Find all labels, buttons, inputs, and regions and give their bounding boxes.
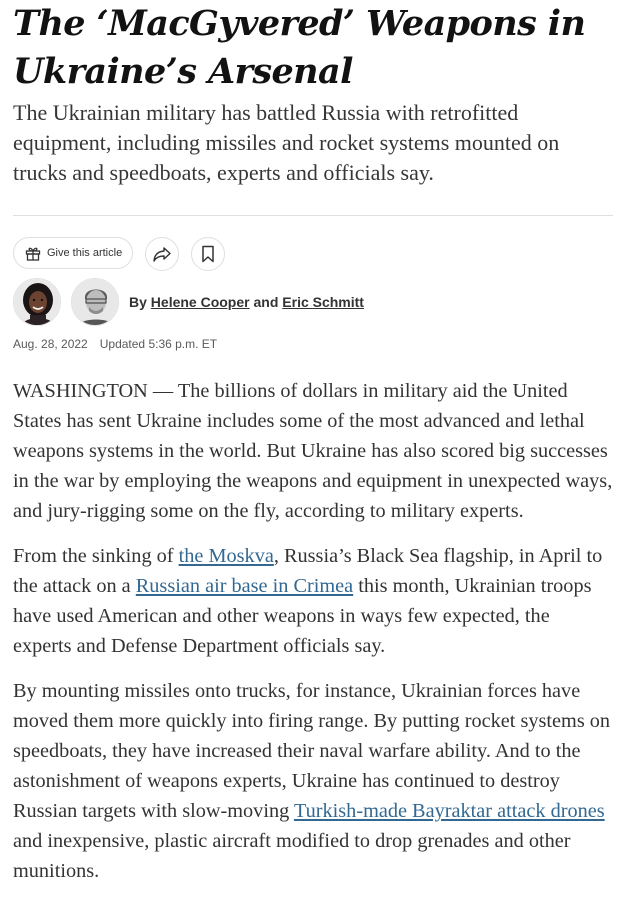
- link-bayraktar-drones[interactable]: Turkish-made Bayraktar attack drones: [293, 800, 605, 822]
- byline-conjunction: and: [253, 294, 279, 310]
- link-moskva[interactable]: the Moskva: [178, 545, 274, 567]
- headline: [13, 0, 613, 96]
- byline-row: [13, 276, 364, 328]
- headline-line-2: Ukraine’s Arsenal: [13, 51, 353, 92]
- headline-line-1: The ‘MacGyvered’ Weapons in: [13, 3, 586, 44]
- p3-text-b: and inexpensive, plastic aircraft modified to drop grenades and other munitions.: [13, 830, 571, 882]
- paragraph-2: [13, 541, 613, 661]
- author-avatar-helene-cooper[interactable]: [13, 278, 61, 326]
- share-icon: [152, 245, 172, 263]
- article-toolbar: [13, 237, 225, 271]
- updated-time: Updated 5:36 p.m. ET: [99, 337, 218, 351]
- article-summary: The Ukrainian military has battled Russia with retrofitted equipment, including missiles and rocket systems mounted on trucks and speedboats, experts and officials say.: [13, 100, 560, 185]
- published-date: Aug. 28, 2022: [13, 337, 88, 351]
- divider: [13, 215, 613, 216]
- link-russian-air-base[interactable]: Russian air base in Crimea: [135, 575, 354, 597]
- give-article-label: Give this article: [47, 247, 123, 259]
- byline: [129, 294, 364, 310]
- byline-prefix: By: [129, 294, 147, 310]
- bookmark-button[interactable]: [191, 237, 225, 271]
- p2-text-c: this month, Ukrainian troops have used American and other weapons in ways few expected, the experts and Defense Department officials say.: [13, 575, 592, 657]
- bookmark-icon: [201, 245, 215, 263]
- paragraph-3: [13, 676, 613, 886]
- share-button[interactable]: [145, 237, 179, 271]
- author-link-eric-schmitt[interactable]: Eric Schmitt: [282, 294, 364, 310]
- author-link-helene-cooper[interactable]: Helene Cooper: [150, 294, 250, 310]
- article-body: [13, 376, 613, 901]
- p3-text-a: By mounting missiles onto trucks, for instance, Ukrainian forces have moved them more quickly into firing range. By putting rocket systems on speedboats, they have increased their naval warfare ability. And to the astonishment of weapons experts, Ukraine has continued to destroy Russian targets with slow-moving: [13, 680, 611, 822]
- give-article-button[interactable]: [13, 237, 133, 269]
- p2-text-b: , Russia’s Black Sea flagship, in April to the attack on a: [13, 545, 603, 597]
- paragraph-1: WASHINGTON — The billions of dollars in military aid the United States has sent Ukraine includes some of the most advanced and lethal weapons systems in the world. But Ukraine has also scored big successes in the war by employing the weapons and equipment in unexpected ways, and jury-rigging some on the fly, according to military experts.: [13, 380, 613, 522]
- p2-text-a: From the sinking of: [13, 545, 179, 567]
- author-avatar-eric-schmitt[interactable]: [71, 278, 119, 326]
- gift-icon: [24, 244, 42, 262]
- article-dates: [13, 337, 217, 351]
